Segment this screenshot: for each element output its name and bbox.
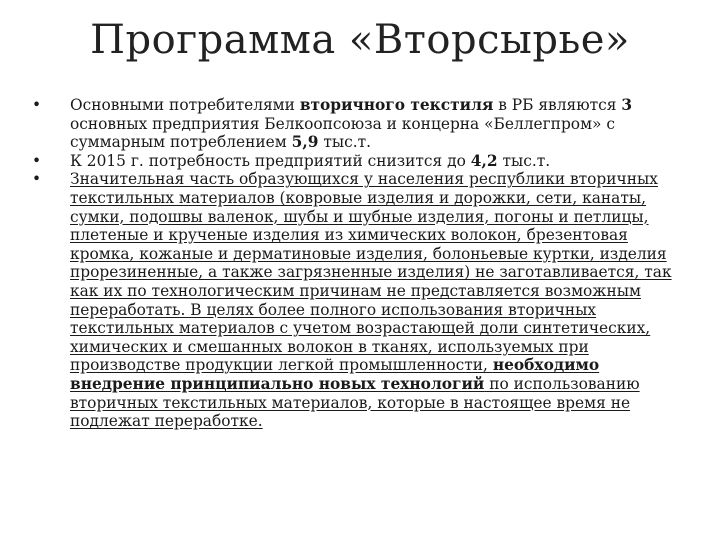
bullet-bold-text: необходимо внедрение принципиально новых технологий (70, 356, 600, 393)
bullet-item-demand-2015 (30, 152, 690, 171)
bullet-icon: • (32, 96, 42, 114)
bullet-text: К 2015 г. потребность предприятий снизится до (70, 151, 471, 170)
bullet-text: по использованию вторичных текстильных материалов, которые в настоящее время не подлежат переработке. (70, 374, 640, 431)
bullet-text: тыс.т. (497, 151, 551, 170)
bullet-text: Значительная часть образующихся у населения республики вторичных текстильных материалов (ковровые изделия и дорожки, сети, канаты, сумки, подошвы валенок, шубы и шубные изделия, погоны и петлицы, плетеные и крученые изделия из химических волокон, брезентовая кромка, кожаные и дерматиновые изделия, болоньевые куртки, изделия прорезиненные, а также загрязненные изделия) не заготавливается, так как их по технологическим причинам не представляется возможным переработать. В целях более полного использования вторичных текстильных материалов с учетом возрастающей доли синтетических, химических и смешанных волокон в тканях, используемых при производстве продукции легкой промышленности, (70, 170, 672, 375)
bullet-icon: • (32, 170, 42, 189)
bullet-item-consumers (30, 96, 690, 152)
bullet-text: тыс.т. (318, 133, 372, 152)
bullet-bold-number: 5,9 (291, 133, 319, 152)
bullet-text: основных предприятия Белкоопсоюза и концерна «Беллегпром» с суммарным потреблением (70, 114, 615, 152)
bullet-bold-number: 4,2 (470, 151, 498, 170)
bullet-list (30, 96, 690, 431)
slide-title: Программа «Вторсырье» (90, 17, 630, 63)
bullet-text: Основными потребителями (70, 96, 300, 114)
bullet-bold-number: 3 (621, 96, 633, 114)
bullet-bold-text: вторичного текстиля (299, 96, 494, 114)
bullet-item-materials (30, 170, 690, 430)
bullet-icon: • (32, 151, 42, 170)
bullet-text: в РБ являются (493, 96, 622, 114)
